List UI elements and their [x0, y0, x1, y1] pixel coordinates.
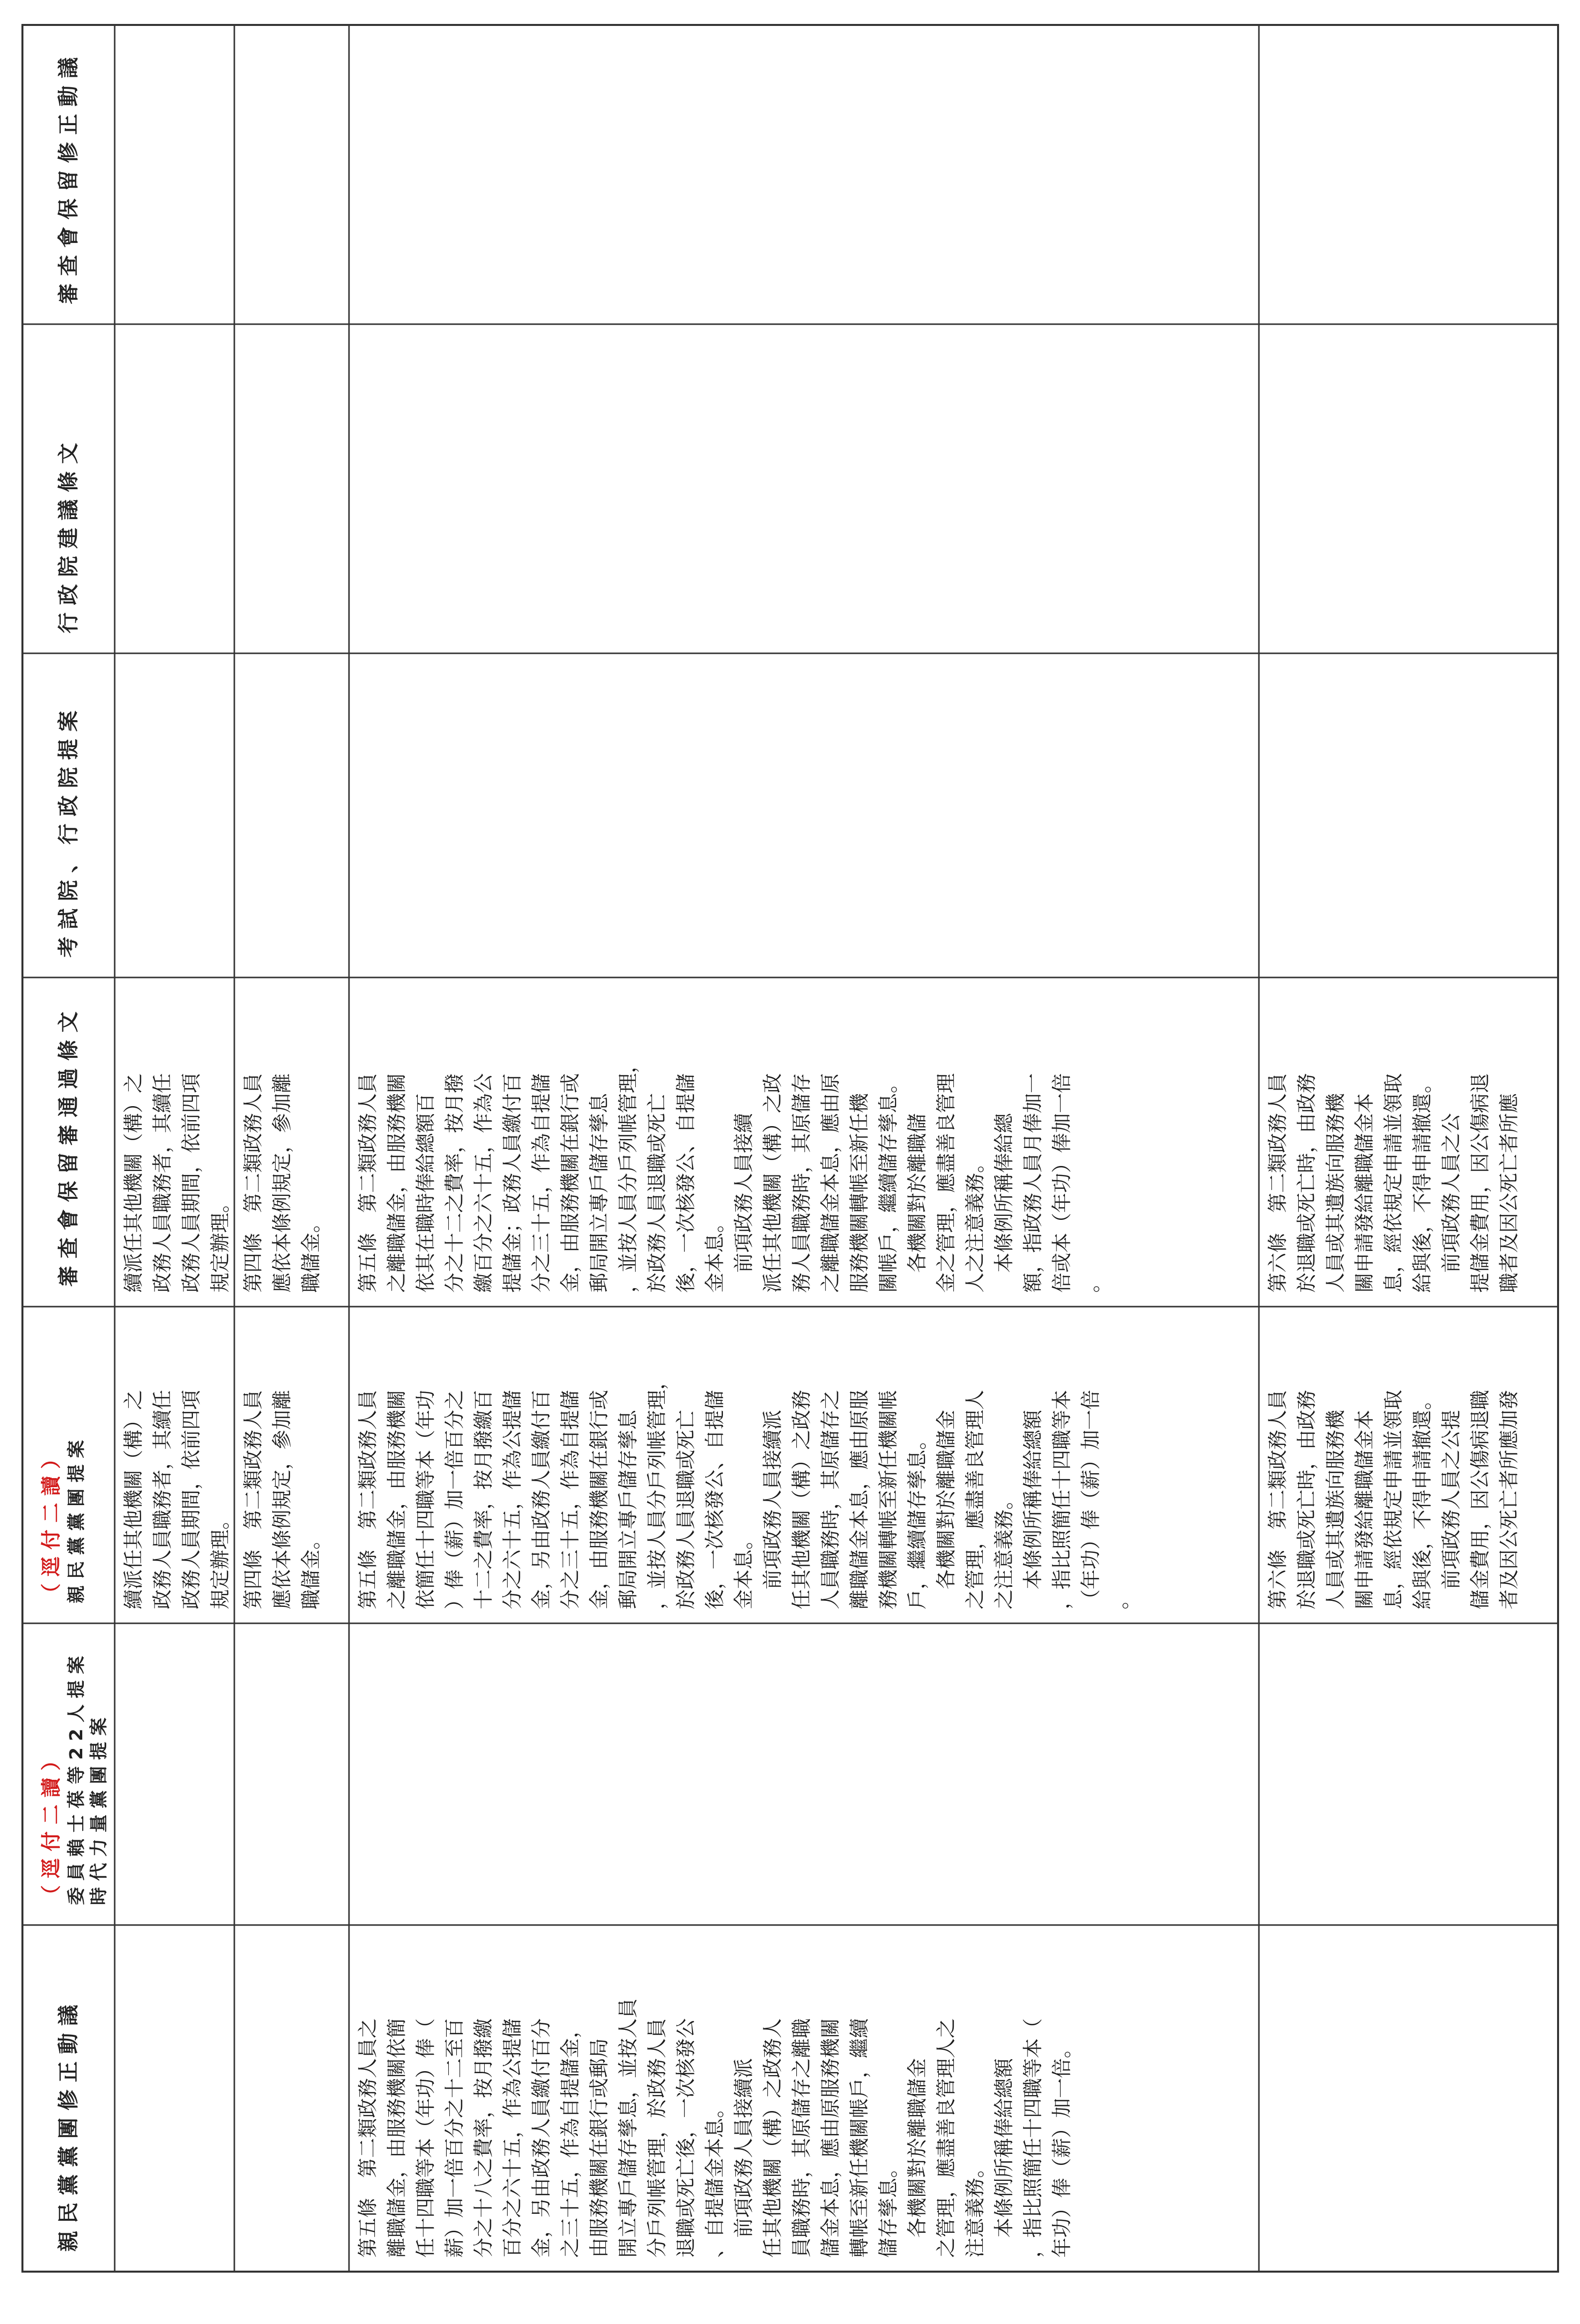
cell-text-line: 依簡任十四職等本（年功	[414, 1390, 437, 1609]
cell-text-line: 本條例所稱俸給總	[993, 1113, 1016, 1293]
cell-text-line: 政務人員期間，依前四項	[180, 1073, 203, 1293]
cell-text-line: 各機關對於離職儲	[906, 1113, 929, 1293]
cell-text-line: 後，一次核發公、自提儲	[675, 1073, 698, 1293]
cell-text-line: 年功）俸（薪）加一倍。	[1051, 2038, 1073, 2258]
cell-text-line: 息，經依規定申請並領取	[1382, 1390, 1405, 1609]
cell-text-line: 分之十八之費率，按月撥繳	[472, 2018, 495, 2258]
column-header-label: 行 政 院 建 議 條 文	[56, 443, 81, 633]
cell-text-line: 金，另由政務人員繳付百	[530, 1390, 553, 1609]
column-header-label: 考 試 院 、 行 政 院 提 案	[56, 711, 81, 958]
cell-text-line: 給與後，不得申請撤還。	[1411, 1390, 1434, 1609]
cell-text-line: 本條例所稱俸給總額	[1022, 1410, 1045, 1609]
cell-text-line: 注意義務。	[964, 2158, 987, 2258]
cell-text-line: 職儲金。	[300, 1213, 323, 1293]
cell-text-line: 儲存孳息。	[877, 2158, 900, 2258]
cell-text-line: 金，由服務機關在銀行或	[588, 1390, 611, 1609]
cell-text-line: 。	[1108, 1589, 1131, 1609]
cell-text-line: 依其在職時俸給總額百	[414, 1093, 437, 1293]
cell-text-line: 之管理，應盡善良管理人之	[935, 2018, 958, 2258]
cell-text-line: 由服務機關在銀行或郵局	[588, 2038, 611, 2258]
cell-text-line: ，並按人員分戶列帳管理，	[646, 1370, 669, 1609]
cell-text-line: 分之三十五，作為自提儲	[530, 1073, 553, 1293]
cell-text-line: 應依本條例規定，參加離	[271, 1073, 294, 1293]
cell-text-line: 員職務時，其原儲存之離職	[790, 2018, 813, 2258]
cell-text-line: 後，一次核發公、自提儲	[703, 1390, 726, 1609]
cell-text-line: ，指比照簡任十四職等本	[1051, 1390, 1073, 1609]
cell-text-line: 之注意義務。	[993, 1490, 1016, 1609]
column-header-label: 親 民 黨 黨 團 修 正 動 議	[56, 2005, 81, 2252]
cell-text-line: 離職儲金本息，應由原服	[848, 1390, 871, 1609]
cell-text-line: 百分之六十五，作為公提儲	[501, 2018, 524, 2258]
cell-text-line: 於政務人員退職或死亡	[646, 1093, 669, 1293]
cell-text-line: 任其他機關（構）之政務	[790, 1390, 813, 1609]
cell-text-line: 之管理，應盡善良管理人	[964, 1390, 987, 1609]
column-header-label: 審 查 會 保 留 審 通 過 條 文	[56, 1011, 81, 1287]
cell-text-line: 關申請發給離職儲金本	[1353, 1093, 1376, 1293]
cell-text-line: 任十四職等本（年功）俸（	[414, 2018, 437, 2258]
cell-text-line: 給與後，不得申請撤還。	[1411, 1073, 1434, 1293]
column-header-label: 時 代 力 量 黨 團 提 案	[89, 1718, 109, 1905]
cell-text-line: 前項政務人員接續派	[761, 1410, 784, 1609]
cell-text-line: 政務人員職務者，其續任	[151, 1390, 174, 1609]
cell-text-line: 之離職儲金，由服務機關	[385, 1390, 408, 1609]
column-header-label: 審 查 會 保 留 修 正 動 議	[56, 57, 81, 304]
column-header-label: 親 民 黨 黨 團 提 案	[66, 1440, 87, 1603]
cell-text-line: 續派任其他機關（構）之	[122, 1073, 145, 1293]
cell-text-line: 各機關對於離職儲金	[935, 1410, 958, 1609]
cell-text-line: 分之十二之費率，按月撥	[443, 1073, 466, 1293]
cell-text-line: 本條例所稱俸給總額	[993, 2058, 1016, 2258]
cell-text-line: 派任其他機關（構）之政	[761, 1073, 784, 1293]
cell-text-line: 提儲金；政務人員繳付百	[501, 1073, 524, 1293]
cell-text-line: 金本息。	[703, 1213, 726, 1293]
cell-text-line: 第五條 第二類政務人員	[356, 1390, 379, 1609]
cell-text-line: 第四條 第二類政務人員	[242, 1073, 265, 1293]
cell-text-line: 分之六十五，作為公提儲	[501, 1390, 524, 1609]
cell-text-line: 之三十五，作為自提儲金，	[559, 2018, 582, 2258]
cell-text-line: 退職或死亡後，一次核發公	[675, 2018, 698, 2258]
cell-text-line: 儲金本息，應由原服務機關	[819, 2018, 842, 2258]
cell-text-line: 服務機關轉帳至新任機	[848, 1093, 871, 1293]
cell-text-line: 之離職儲金本息，應由原	[819, 1073, 842, 1293]
cell-text-line: ，指比照簡任十四職等本（	[1022, 2018, 1045, 2258]
column-header-label: （ 逕 付 二 讀 ）	[40, 1449, 63, 1603]
cell-text-line: 郵局開立專戶儲存孳息	[617, 1410, 640, 1609]
cell-text-line: 人之注意義務。	[964, 1153, 987, 1293]
cell-text-line: 關帳戶，繼續儲存孳息。	[877, 1073, 900, 1293]
cell-text-line: 應依本條例規定，參加離	[271, 1390, 294, 1609]
cell-text-line: ）俸（薪）加一倍百分之	[443, 1390, 466, 1609]
cell-text-line: 前項政務人員之公提	[1440, 1410, 1463, 1609]
column-header-label: 委 員 賴 士 葆 等 2 2 人 提 案	[66, 1656, 87, 1905]
cell-text-line: 分之三十五，作為自提儲	[559, 1390, 582, 1609]
cell-text-line: 務人員職務時，其原儲存	[790, 1073, 813, 1293]
cell-text-line: 規定辦理。	[209, 1510, 232, 1609]
cell-text-line: 提儲金費用，因公傷病退	[1469, 1073, 1492, 1293]
cell-text-line: 於退職或死亡時，由政務	[1295, 1073, 1318, 1293]
cell-text-line: 第五條 第二類政務人員	[356, 1073, 379, 1293]
cell-text-line: 前項政務人員接續	[732, 1113, 755, 1293]
cell-text-line: 金，另由政務人員繳付百分	[530, 2018, 553, 2258]
cell-text-line: 戶，繼續儲存孳息。	[906, 1430, 929, 1609]
cell-text-line: 政務人員期間，依前四項	[180, 1390, 203, 1609]
cell-text-line: 金，由服務機關在銀行或	[559, 1073, 582, 1293]
cell-text-line: 、自提儲金本息。	[703, 2098, 726, 2258]
cell-text-line: 息，經依規定申請並領取	[1382, 1073, 1405, 1293]
cell-text-line: ，並按人員分戶列帳管理，	[617, 1053, 640, 1293]
cell-text-line: 職儲金。	[300, 1530, 323, 1609]
cell-text-line: 金本息。	[732, 1530, 755, 1609]
cell-text-line: 十二之費率，按月撥繳百	[472, 1390, 495, 1609]
cell-text-line: 前項政務人員之公	[1440, 1113, 1463, 1293]
cell-text-line: 人員或其遺族向服務機	[1324, 1093, 1347, 1293]
cell-text-line: 第四條 第二類政務人員	[242, 1390, 265, 1609]
cell-text-line: 之離職儲金，由服務機關	[385, 1073, 408, 1293]
cell-text-line: 於退職或死亡時，由政務	[1295, 1390, 1318, 1609]
cell-text-line: 轉帳至新任機關帳戶，繼續	[848, 2018, 871, 2258]
cell-text-line: 分戶列帳管理，於政務人員	[646, 2018, 669, 2258]
cell-text-line: 者及因公死亡者所應加發	[1498, 1390, 1521, 1609]
cell-text-line: 郵局開立專戶儲存孳息	[588, 1093, 611, 1293]
cell-text-line: 第六條 第二類政務人員	[1266, 1073, 1289, 1293]
cell-text-line: 第六條 第二類政務人員	[1266, 1390, 1289, 1609]
cell-text-line: 務機關轉帳至新任機關帳	[877, 1390, 900, 1609]
cell-text-line: 額，指政務人員月俸加一	[1022, 1073, 1045, 1293]
cell-text-line: 人員或其遺族向服務機	[1324, 1410, 1347, 1609]
cell-text-line: 開立專戶儲存孳息，並按人員	[617, 1998, 640, 2258]
cell-text-line: 於政務人員退職或死亡	[675, 1410, 698, 1609]
cell-text-line: 任其他機關（構）之政務人	[761, 2018, 784, 2258]
cell-text-line: 。	[1079, 1273, 1102, 1293]
cell-text-line: 倍或本（年功）俸加一倍	[1051, 1073, 1073, 1293]
cell-text-line: 續派任其他機關（構）之	[122, 1390, 145, 1609]
column-header-label: （ 逕 付 二 讀 ）	[40, 1750, 63, 1905]
cell-text-line: 規定辦理。	[209, 1193, 232, 1293]
cell-text-line: 職者及因公死亡者所應	[1498, 1093, 1521, 1293]
cell-text-line: 繳百分之六十五，作為公	[472, 1073, 495, 1293]
cell-text-line: 前項政務人員接續派	[732, 2058, 755, 2258]
cell-text-line: 薪）加一倍百分之十二至百	[443, 2018, 466, 2258]
cell-text-line: 政務人員職務者，其續任	[151, 1073, 174, 1293]
cell-text-line: 各機關對於離職儲金	[906, 2058, 929, 2258]
cell-text-line: 第五條 第二類政務人員之	[356, 2018, 379, 2258]
cell-text-line: 儲金費用，因公傷病退職	[1469, 1390, 1492, 1609]
cell-text-line: 離職儲金，由服務機關依簡	[385, 2018, 408, 2258]
cell-text-line: 人員職務時，其原儲存之	[819, 1390, 842, 1609]
cell-text-line: 關申請發給離職儲金本	[1353, 1410, 1376, 1609]
cell-text-line: （年功）俸（薪）加一倍	[1079, 1390, 1102, 1609]
cell-text-line: 金之管理，應盡善良管理	[935, 1073, 958, 1293]
